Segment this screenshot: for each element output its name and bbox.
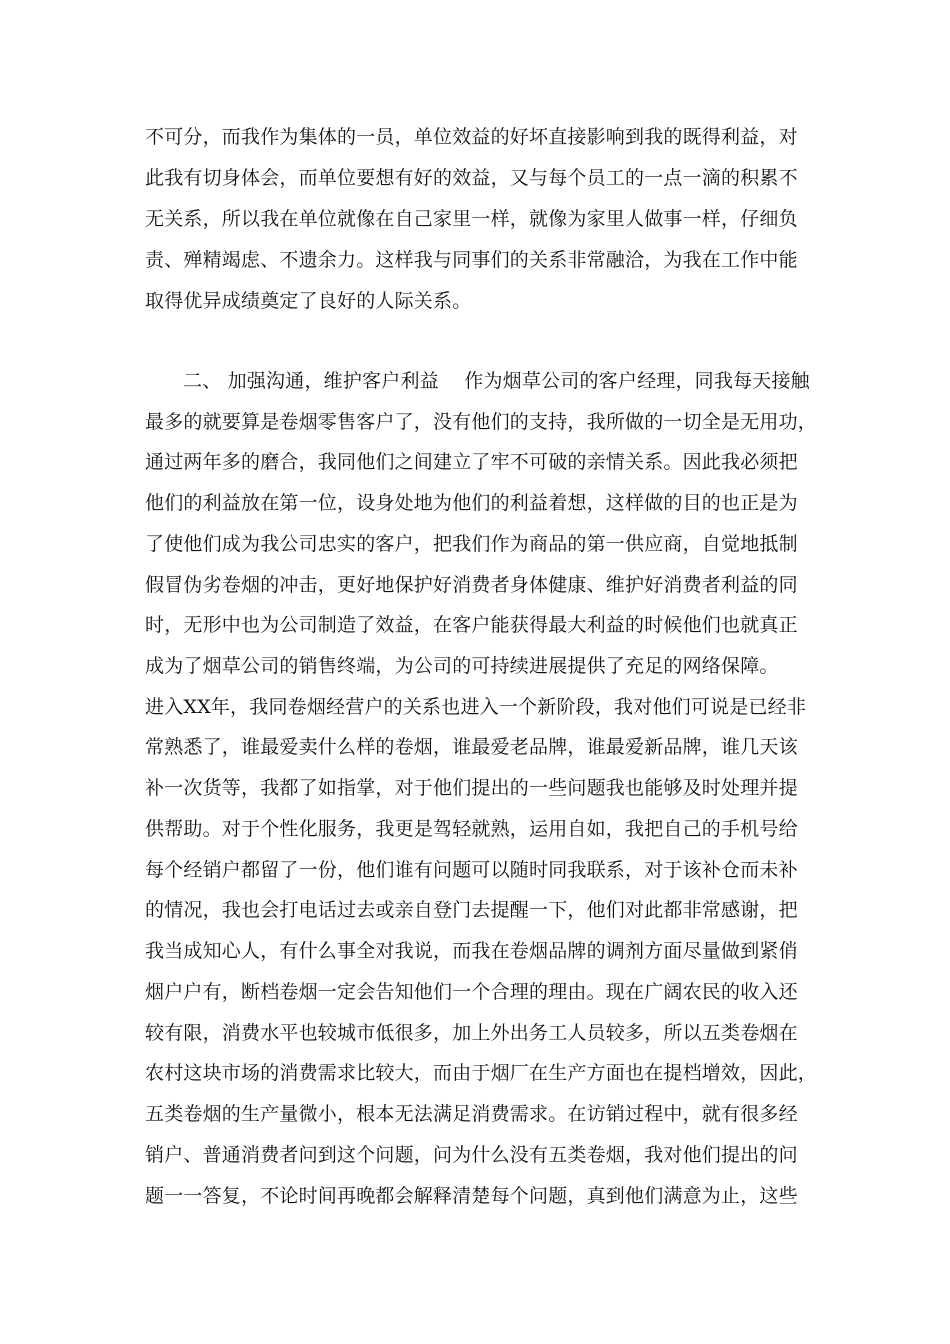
text-line: 补一次货等，我都了如指掌，对于他们提出的一些问题我也能够及时处理并提 (145, 777, 798, 799)
text-line: 无关系，所以我在单位就像在自己家里一样，就像为家里人做事一样，仔细负 (145, 208, 798, 230)
text-line: 题一一答复，不论时间再晚都会解释清楚每个问题，真到他们满意为止，这些 (145, 1185, 798, 1207)
text-line: 常熟悉了，谁最爱卖什么样的卷烟，谁最爱老品牌，谁最爱新品牌，谁几天该 (145, 736, 798, 758)
section-heading-line: 二、 加强沟通，维护客户利益 作为烟草公司的客户经理，同我每天接触 (183, 370, 810, 392)
text-line: 此我有切身体会，而单位要想有好的效益，又与每个员工的一点一滴的积累不 (145, 167, 798, 189)
text-line: 进入XX年，我同卷烟经营户的关系也进入一个新阶段，我对他们可说是已经非 (145, 696, 807, 718)
text-line: 了使他们成为我公司忠实的客户，把我们作为商品的第一供应商，自觉地抵制 (145, 533, 798, 555)
text-line: 他们的利益放在第一位，设身处地为他们的利益着想，这样做的目的也正是为 (145, 492, 798, 514)
text-line: 五类卷烟的生产量微小，根本无法满足消费需求。在访销过程中，就有很多经 (145, 1103, 798, 1125)
text-line: 的情况，我也会打电话过去或亲自登门去提醒一下，他们对此都非常感谢，把 (145, 899, 798, 921)
text-line: 责、殚精竭虑、不遗余力。这样我与同事们的关系非常融洽，为我在工作中能 (145, 249, 798, 271)
text-line: 假冒伪劣卷烟的冲击，更好地保护好消费者身体健康、维护好消费者利益的同 (145, 574, 798, 596)
text-line: 取得优异成绩奠定了良好的人际关系。 (145, 290, 472, 312)
text-line: 不可分，而我作为集体的一员，单位效益的好坏直接影响到我的既得利益，对 (145, 126, 798, 148)
text-line: 通过两年多的磨合，我同他们之间建立了牢不可破的亲情关系。因此我必须把 (145, 451, 798, 473)
text-line: 销户、普通消费者问到这个问题，问为什么没有五类卷烟，我对他们提出的问 (145, 1144, 798, 1166)
text-line: 每个经销户都留了一份，他们谁有问题可以随时同我联系，对于该补仓而未补 (145, 859, 798, 881)
text-line: 最多的就要算是卷烟零售客户了，没有他们的支持，我所做的一切全是无用功， (145, 411, 818, 433)
text-line: 农村这块市场的消费需求比较大，而由于烟厂在生产方面也在提档增效，因此， (145, 1062, 818, 1084)
text-line: 较有限，消费水平也较城市低很多，加上外出务工人员较多，所以五类卷烟在 (145, 1022, 798, 1044)
text-line: 烟户户有，断档卷烟一定会告知他们一个合理的理由。现在广阔农民的收入还 (145, 981, 798, 1003)
text-line: 我当成知心人，有什么事全对我说，而我在卷烟品牌的调剂方面尽量做到紧俏 (145, 940, 798, 962)
text-line: 成为了烟草公司的销售终端，为公司的可持续进展提供了充足的网络保障。 (145, 655, 779, 677)
text-line: 供帮助。对于个性化服务，我更是驾轻就熟，运用自如，我把自己的手机号给 (145, 818, 798, 840)
text-line: 时，无形中也为公司制造了效益，在客户能获得最大利益的时候他们也就真正 (145, 614, 798, 636)
